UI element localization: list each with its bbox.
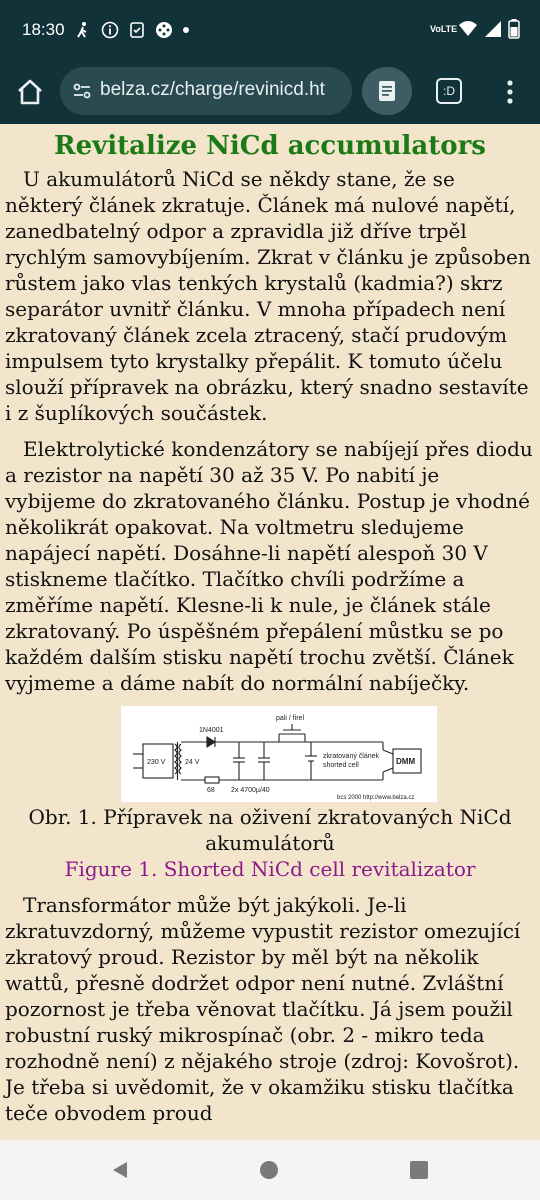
dmm-label: DMM xyxy=(396,757,416,766)
document-icon xyxy=(376,80,398,102)
cell-label-en: shorted cell xyxy=(323,762,359,769)
back-icon[interactable] xyxy=(110,1160,130,1180)
more-menu-icon[interactable] xyxy=(500,78,520,106)
screenshot-icon xyxy=(128,21,146,39)
walking-icon xyxy=(74,21,92,39)
system-nav-bar xyxy=(0,1140,540,1200)
circuit-diagram xyxy=(121,706,437,802)
switch-label: pali / firel xyxy=(276,715,305,722)
circuit-schematic xyxy=(121,706,437,802)
reader-mode-button[interactable] xyxy=(362,67,412,115)
figure-caption-en: Figure 1. Shorted NiCd cell revitalizator xyxy=(64,857,476,881)
article-title: Revitalize NiCd accumulators xyxy=(54,131,486,161)
dot-icon xyxy=(182,26,190,34)
status-time: 18:30 xyxy=(22,20,65,39)
tab-count: :D xyxy=(443,84,455,98)
home-icon[interactable] xyxy=(14,76,46,108)
home-button[interactable] xyxy=(260,1161,278,1179)
browser-toolbar xyxy=(0,62,540,124)
status-bar xyxy=(0,0,540,62)
volte-label: Vo⁠LTE xyxy=(430,23,458,34)
url-text[interactable]: belza.cz/charge/revinicd.ht xyxy=(100,79,325,100)
paragraph-1: U akumulátorů NiCd se někdy stane, že se některý článek zkratuje. Článek má nulové napětí, zanedbatelný odpor a zpravidla již dříve trpěl rychlým samovybíjením. Zkrat v článku je způsoben růstem jako vlas tenkých krystalů (kadmia?) skrz separátor uvnitř článku. V mnoha případech není zkratovaný článek zcela ztracený, stačí prudovým impulsem tyto krystalky přepálit. K tomuto účelu slouží přípravek na obrázku, který snadno sestavíte i z šuplíkových součástek. xyxy=(5,167,531,425)
signal-icon xyxy=(484,20,502,38)
figure-caption-cz: Obr. 1. Přípravek na oživení zkratovaných NiCd akumulátorů xyxy=(28,805,512,855)
recents-button[interactable] xyxy=(410,1161,428,1179)
info-icon xyxy=(101,21,119,39)
status-icons-left xyxy=(74,21,190,39)
address-bar[interactable] xyxy=(60,67,352,115)
tab-switcher-button[interactable] xyxy=(436,78,462,104)
cell-label-cz: zkratovaný článek xyxy=(323,753,380,760)
resistor-label: 68 xyxy=(207,787,215,794)
diode-label: 1N4001 xyxy=(199,727,224,734)
paragraph-2: Elektrolytické kondenzátory se nabíjejí přes diodu a rezistor na napětí 30 až 35 V. Po nabití je vybijeme do zkratovaného článku. Postup je vhodné několikrát opakovat. Na voltmetru sledujeme napájecí napětí. Dosáhne-li napětí alespoň 30 V stiskneme tlačítko. Tlačítko chvíli podržíme a změříme napětí. Klesne-li k nule, je článek stále zkratovaný. Po úspěšném přepálení můstku se po každém dalším stisku napětí trochu zvětší. Článek vyjmeme a dáme nabít do normální nabíječky. xyxy=(5,437,533,695)
page-content xyxy=(0,124,540,1140)
figure-credit: bcs 2000 http://www.belza.cz xyxy=(337,795,415,801)
secondary-label: 24 V xyxy=(185,759,200,766)
status-icons-right xyxy=(430,19,520,39)
capacitor-label: 2x 4700µ/40 xyxy=(231,787,270,794)
battery-icon xyxy=(508,19,520,39)
site-settings-icon[interactable] xyxy=(72,81,92,101)
wifi-icon xyxy=(458,20,478,38)
paragraph-3: Transformátor může být jakýkoli. Je-li zkratuvzdorný, můžeme vypustit rezistor omezující zkratový proud. Rezistor by měl být na několik wattů, přesně dodržet odpor není nutné. Zvláštní pozornost je třeba věnovat tlačítku. Já jsem použil robustní ruský mikrospínač (obr. 2 - mikro teda rozhodně není) z nějakého stroje (zdroj: Kovošrot). Je třeba si uvědomit, že v okamžiku stisku tlačítka teče obvodem proud xyxy=(5,893,521,1125)
mains-label: 230 V xyxy=(147,759,166,766)
game-icon xyxy=(155,21,173,39)
